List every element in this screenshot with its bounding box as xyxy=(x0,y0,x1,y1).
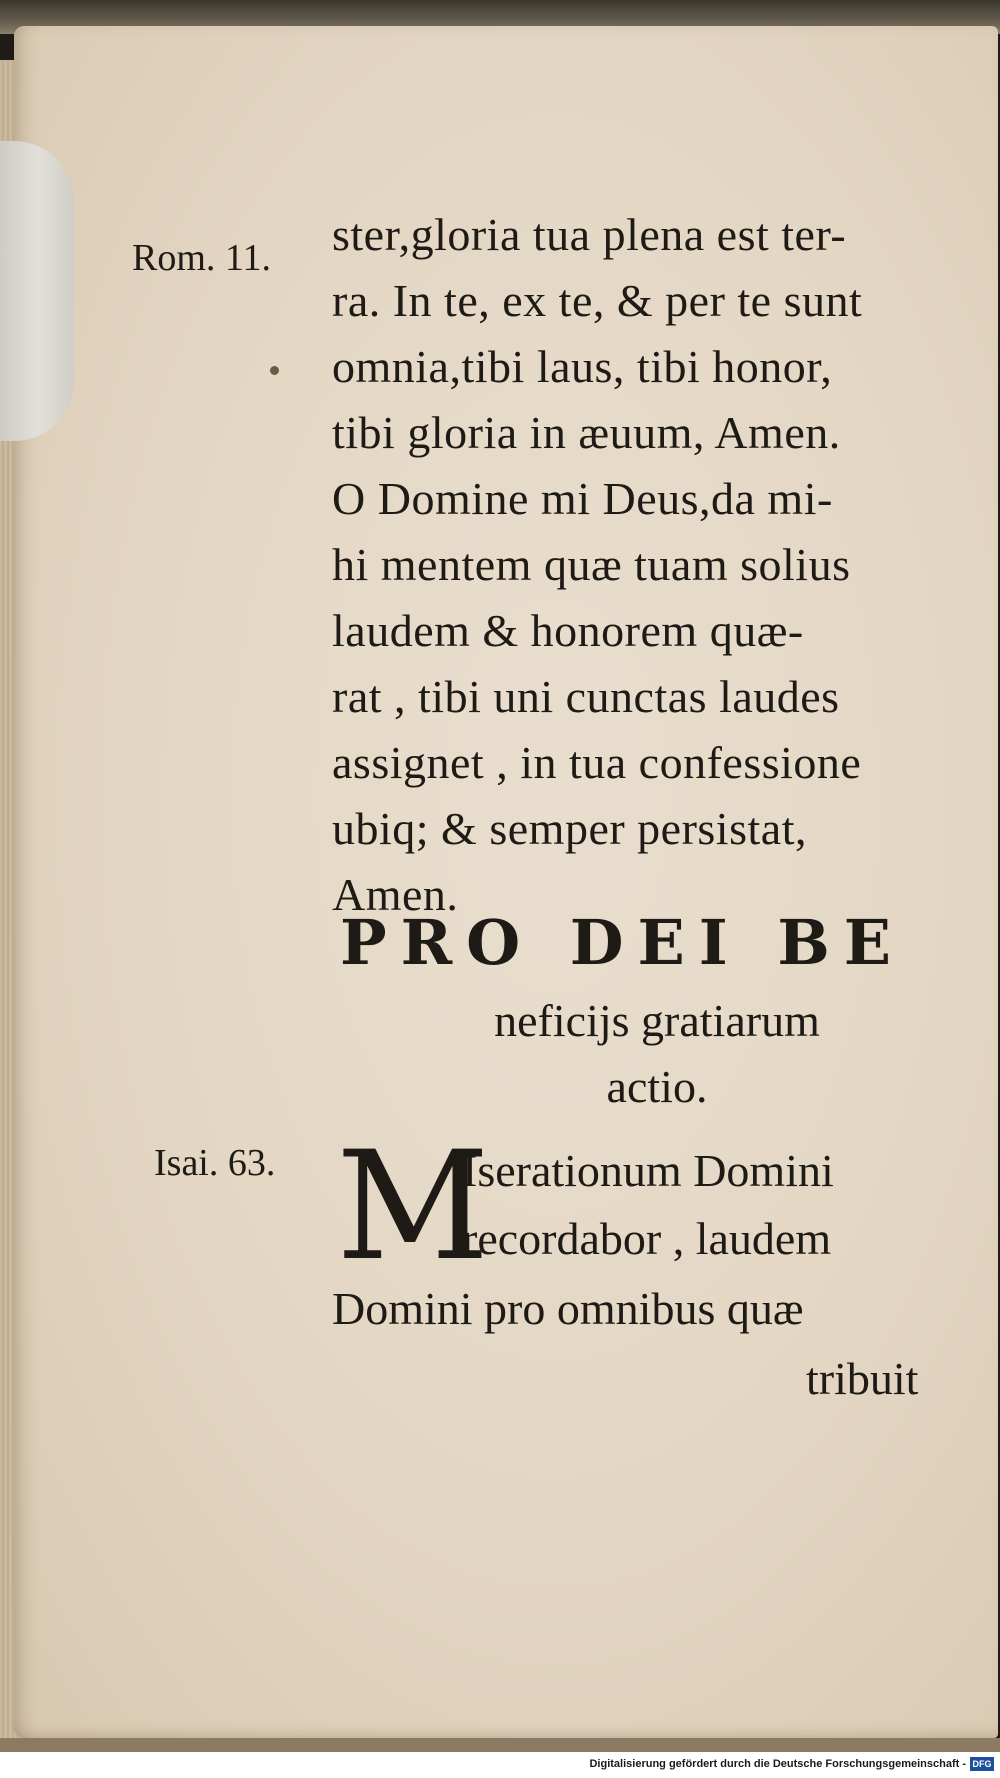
text-line: laudem & honorem quæ- xyxy=(332,605,804,656)
text-line: tibi gloria in æuum, Amen. xyxy=(332,407,841,458)
catchword: tribuit xyxy=(806,1353,919,1404)
margin-note-rom: Rom. 11. xyxy=(132,237,271,279)
drop-capital: M xyxy=(336,1120,490,1294)
section-subheading: neficijs gratiarum xyxy=(494,995,820,1046)
section-subheading: actio. xyxy=(606,1061,708,1112)
text-line: omnia,tibi laus, tibi honor, xyxy=(332,341,833,392)
text-line: assignet , in tua confessione xyxy=(332,737,862,788)
text-line: hi mentem quæ tuam solius xyxy=(332,539,851,590)
dfg-logo: DFG xyxy=(970,1757,994,1771)
margin-note-isai: Isai. 63. xyxy=(154,1142,276,1184)
text-line: Iserationum Domini xyxy=(462,1145,834,1196)
section-heading: PRO DEI BE xyxy=(340,906,906,979)
thumb-overlay xyxy=(0,141,74,441)
credit-footer xyxy=(0,1752,1000,1778)
book-page xyxy=(14,26,998,1738)
book-bottom-edge xyxy=(0,1738,1000,1752)
margin-dot xyxy=(270,366,279,375)
text-line: rat , tibi uni cunctas laudes xyxy=(332,671,840,722)
text-line: recordabor , laudem xyxy=(462,1213,832,1264)
credit-text: Digitalisierung gefördert durch die Deutsche Forschungsgemeinschaft - xyxy=(589,1758,966,1770)
text-line: ster,gloria tua plena est ter- xyxy=(332,209,847,260)
text-line: Domini pro omnibus quæ xyxy=(332,1283,804,1334)
text-line: O Domine mi Deus,da mi- xyxy=(332,473,833,524)
text-line: Amen. xyxy=(332,869,459,920)
text-line: ubiq; & semper persistat, xyxy=(332,803,807,854)
text-line: ra. In te, ex te, & per te sunt xyxy=(332,275,863,326)
